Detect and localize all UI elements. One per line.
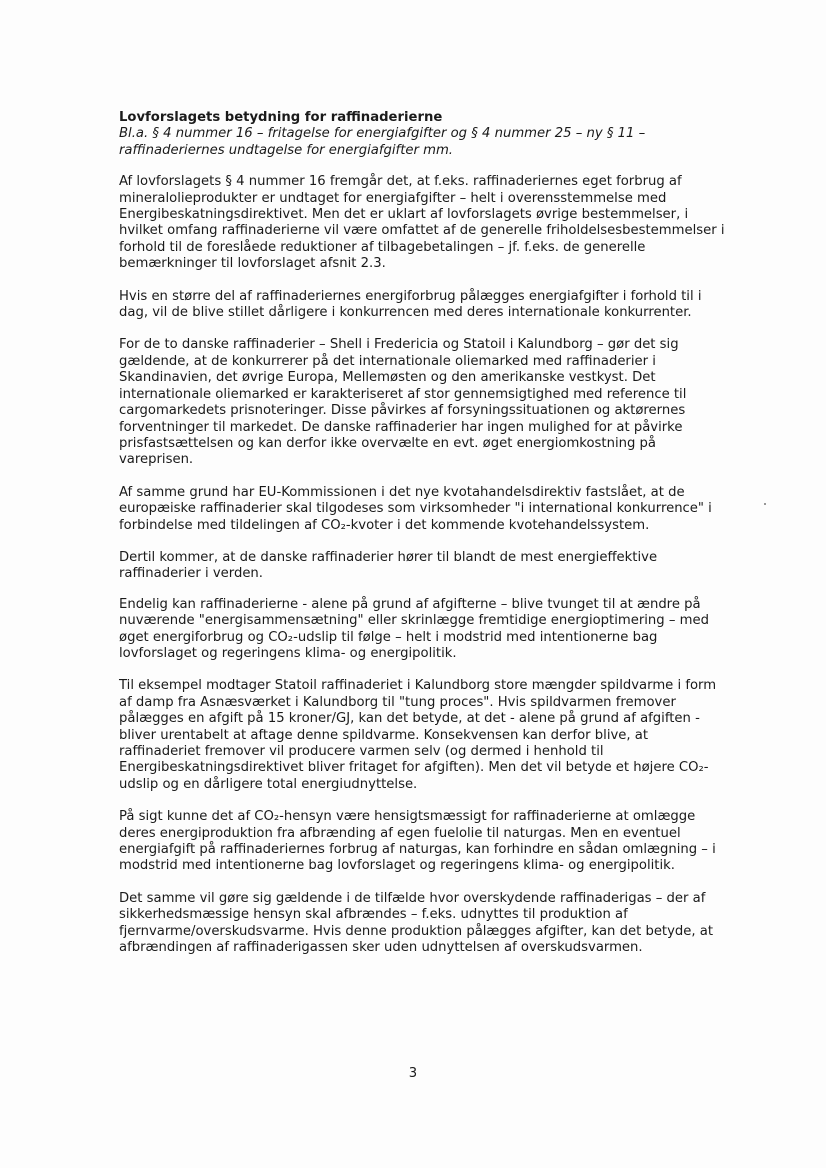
document-body — [119, 110, 769, 972]
paragraph-line: Dertil kommer, at de danske raffinaderier hører til blandt de mest energieffektive — [119, 549, 658, 565]
paragraph-line: modstrid med intentionerne bag lovforslaget og regeringens klima- og energipolitik. — [119, 858, 675, 874]
paragraph-line: raffinaderier i verden. — [119, 566, 263, 582]
paragraph-line: forbindelse med tildelingen af CO₂-kvoter i det kommende kvotehandelssystem. — [119, 517, 650, 533]
paragraph-line: lovforslaget og regeringens klima- og energipolitik. — [119, 645, 457, 661]
paragraph-line: nuværende "energisammensætning" eller skrinlægge fremtidige energioptimering – med — [119, 613, 709, 629]
paragraph-line: bliver urentabelt at aftage denne spildvarme. Konsekvensen kan derfor blive, at — [119, 727, 649, 743]
paragraph-line: Energibeskatningsdirektivet bliver fritaget for afgiften). Men det vil betyde et højere CO₂- — [119, 760, 709, 776]
paragraph-line: pålægges en afgift på 15 kroner/GJ, kan det betyde, at det - alene på grund af afgiften - — [119, 711, 700, 727]
paragraph-line: bemærkninger til lovforslaget afsnit 2.3. — [119, 256, 386, 272]
paragraph-line: dag, vil de blive stillet dårligere i konkurrencen med deres internationale konkurrenter. — [119, 305, 692, 321]
paragraph-line: Endelig kan raffinaderierne - alene på grund af afgifterne – blive tvunget til at ændre på — [119, 596, 701, 612]
paragraph-line: forventninger til markedet. De danske raffinaderier har ingen mulighed for at påvirke — [119, 419, 683, 435]
paragraph-line: cargomarkedets prisnoteringer. Disse påvirkes af forsyningssituationen og aktørernes — [119, 403, 686, 419]
paragraph-line: europæiske raffinaderier skal tilgodeses som virksomheder "i international konkurrence" i — [119, 501, 712, 517]
paragraph-line: På sigt kunne det af CO₂-hensyn være hensigtsmæssigt for raffinaderierne at omlægge — [119, 809, 696, 825]
paragraph-line: Af samme grund har EU-Kommissionen i det nye kvotahandelsdirektiv fastslået, at de — [119, 484, 685, 500]
paragraph — [119, 337, 769, 468]
section-heading: Lovforslagets betydning for raffinaderierne — [119, 110, 443, 125]
paragraph-line: sikkerhedsmæssige hensyn skal afbrændes – f.eks. udnyttes til produktion af — [119, 907, 628, 923]
paragraph-line: Energibeskatningsdirektivet. Men det er uklart af lovforslagets øvrige bestemmelser, i — [119, 207, 689, 223]
paragraph-line: raffinaderiet fremover vil producere varmen selv (og dermed i henhold til — [119, 744, 604, 759]
paragraph — [119, 174, 769, 272]
paragraph-line: Af lovforslagets § 4 nummer 16 fremgår det, at f.eks. raffinaderiernes eget forbrug af — [119, 174, 682, 190]
paragraph — [119, 597, 769, 663]
paragraph-line: øget energiforbrug og CO₂-udslip til følge – helt i modstrid med intentionerne bag — [119, 629, 658, 645]
paragraph-line: Det samme vil gøre sig gældende i de tilfælde hvor overskydende raffinaderigas – der af — [119, 890, 706, 906]
paragraph-line: Skandinavien, det øvrige Europa, Mellemøsten og den amerikanske vestkyst. Det — [119, 370, 656, 386]
paragraph — [119, 289, 769, 322]
paragraph-list — [119, 174, 769, 956]
paragraph — [119, 891, 769, 957]
paragraph-line: af damp fra Asnæsværket i Kalundborg til "tung proces". Hvis spildvarmen fremover — [119, 694, 676, 710]
scan-speck — [764, 503, 766, 505]
paragraph-line: deres energiproduktion fra afbrænding af egen fuelolie til naturgas. Men en eventuel — [119, 825, 681, 841]
paragraph-line: Til eksempel modtager Statoil raffinaderiet i Kalundborg store mængder spildvarme i form — [119, 678, 717, 694]
paragraph-line: vareprisen. — [119, 452, 194, 468]
subheading-line: Bl.a. § 4 nummer 16 – fritagelse for energiafgifter og § 4 nummer 25 – ny § 11 – — [119, 126, 646, 142]
section-subheading — [119, 126, 769, 159]
paragraph-line: Hvis en større del af raffinaderiernes energiforbrug pålægges energiafgifter i forhold til i — [119, 288, 702, 304]
paragraph-line: energiafgift på raffinaderiernes forbrug af naturgas, kan forhindre en sådan omlægning – i — [119, 842, 716, 858]
paragraph — [119, 678, 769, 793]
page-number: 3 — [408, 1066, 418, 1081]
paragraph-line: afbrændingen af raffinaderigassen sker uden udnyttelsen af overskudsvarmen. — [119, 940, 643, 956]
paragraph — [119, 485, 769, 534]
paragraph — [119, 550, 769, 583]
paragraph-line: udslip og en dårligere total energiudnyttelse. — [119, 776, 418, 792]
paragraph-line: For de to danske raffinaderier – Shell i Fredericia og Statoil i Kalundborg – gør det sig — [119, 337, 679, 353]
paragraph-line: forhold til de foreslåede reduktioner af tilbagebetalingen – jf. f.eks. de generelle — [119, 239, 646, 255]
paragraph-line: prisfastsættelsen og kan derfor ikke overvælte en evt. øget energiomkostning på — [119, 435, 656, 451]
paragraph-line: gældende, at de konkurrerer på det internationale oliemarked med raffinaderier i — [119, 353, 656, 369]
paragraph-line: fjernvarme/overskudsvarme. Hvis denne produktion pålægges afgifter, kan det betyde, at — [119, 923, 714, 939]
paragraph-line: mineralolieprodukter er undtaget for energiafgifter – helt i overensstemmelse med — [119, 190, 667, 206]
paragraph-line: hvilket omfang raffinaderierne vil være omfattet af de generelle friholdelsesbestemmelser i — [119, 223, 725, 239]
subheading-line: raffinaderiernes undtagelse for energiafgifter mm. — [119, 142, 453, 158]
paragraph — [119, 809, 769, 875]
paragraph-line: internationale oliemarked er karakteriseret af stor gennemsigtighed med reference til — [119, 386, 687, 402]
